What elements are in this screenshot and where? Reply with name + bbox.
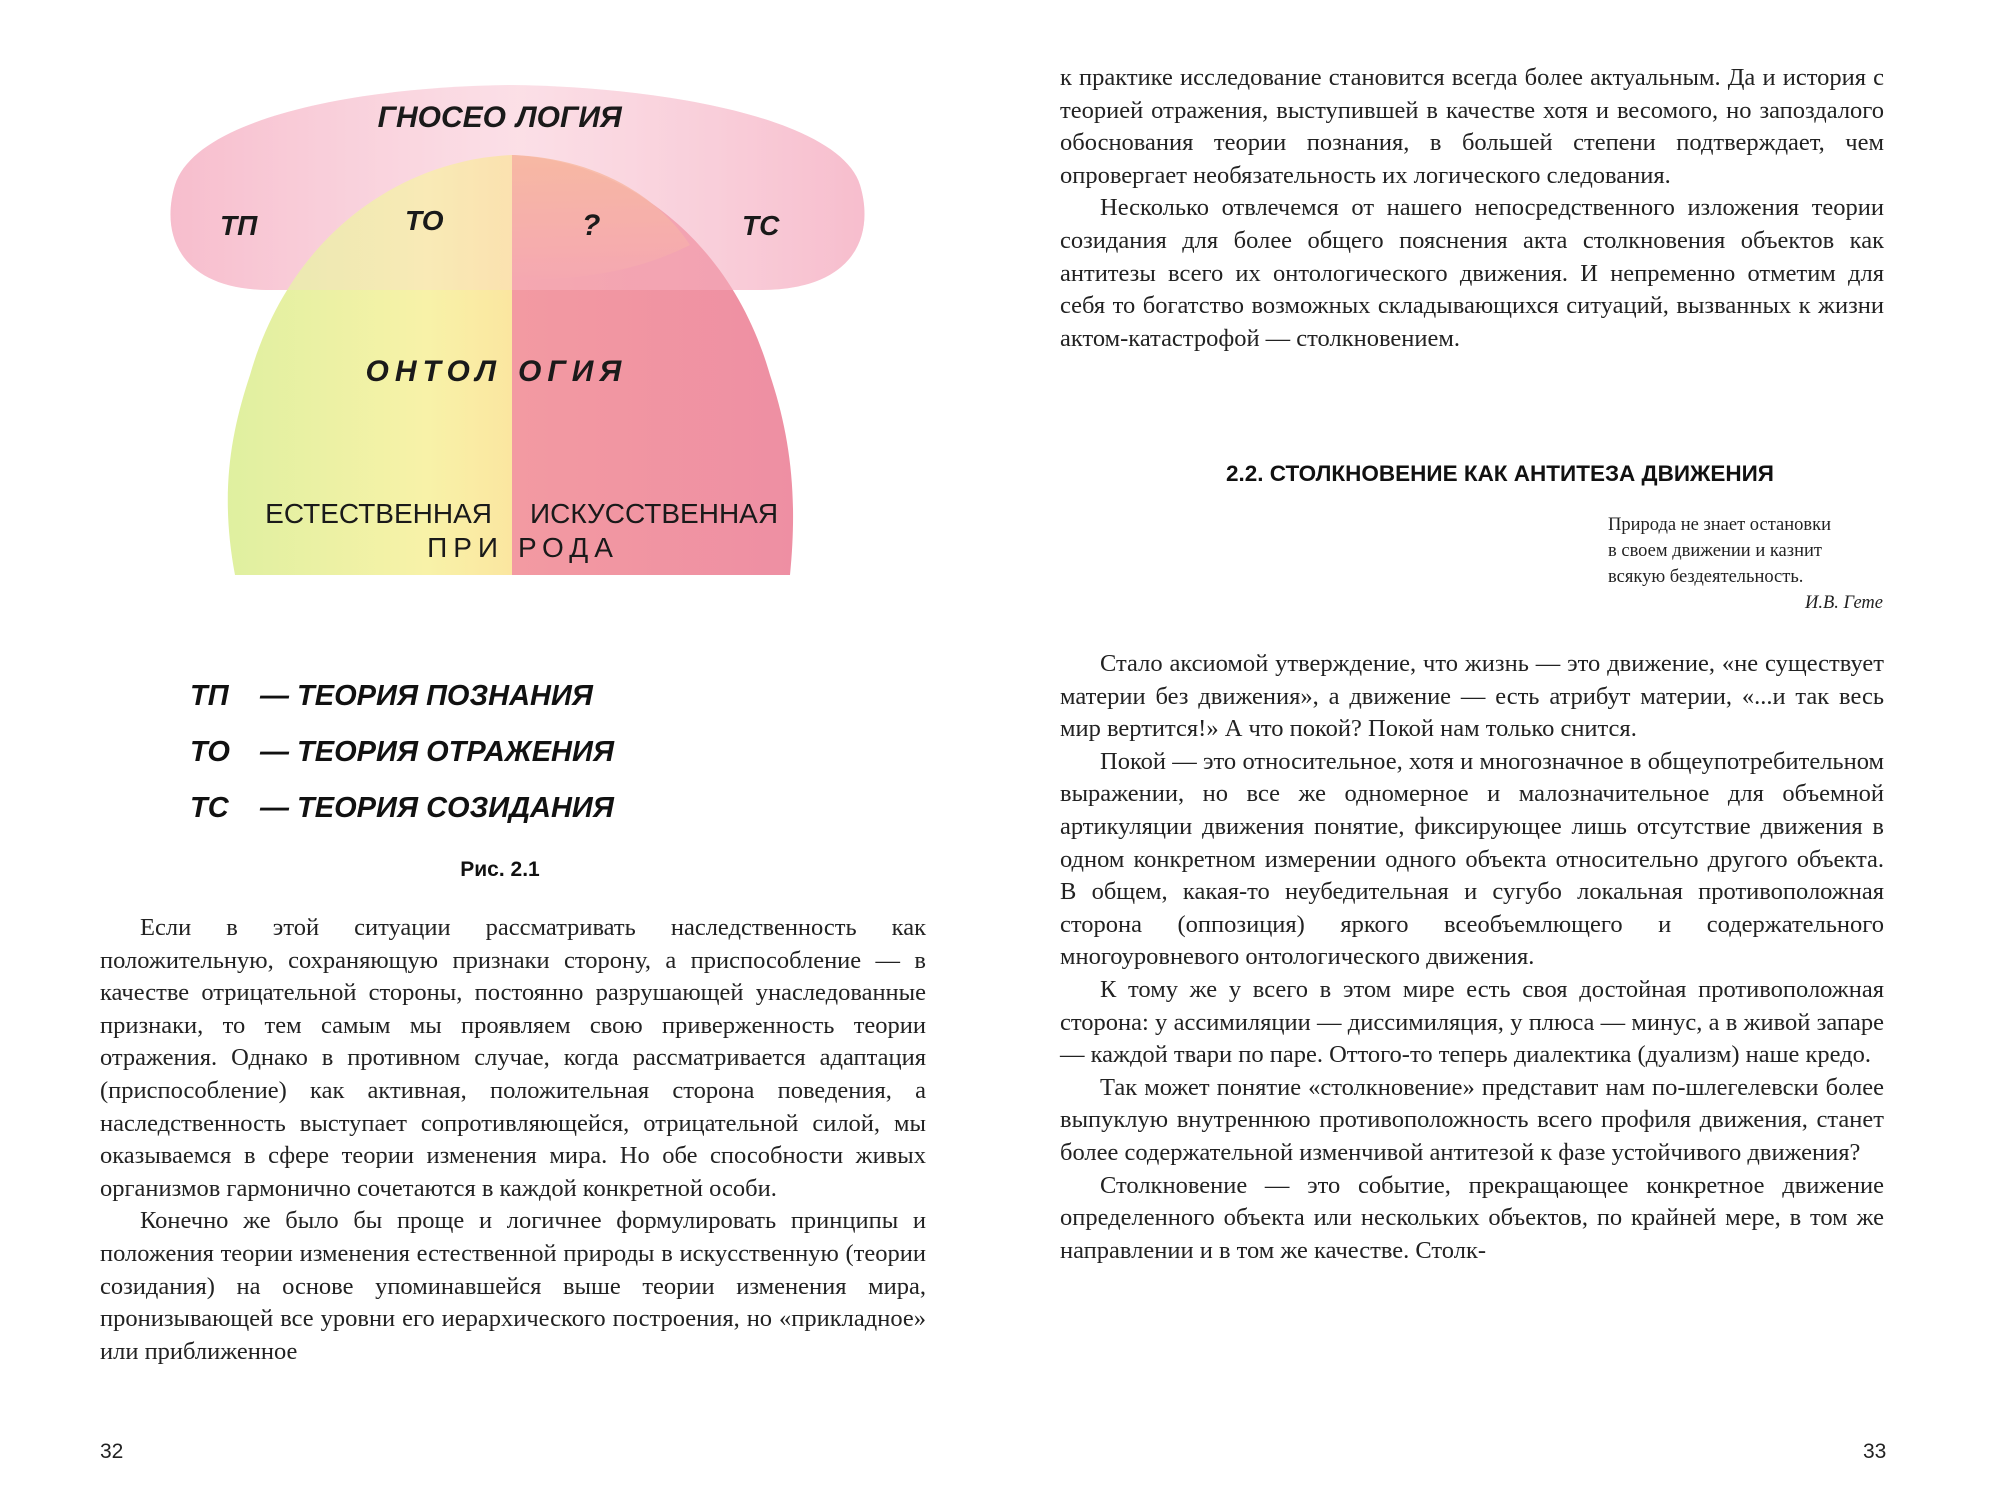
paragraph: Покой — это относительное, хотя и многозначное в общеупотребительном выражении, но все же одномерное и малозначительное для объемной артикуляции движения понятие, фиксирующее лишь отсутствие движения в одном конкретном измерении одного объекта относительно другого объекта. В общем, какая-то неубедительная и сугубо локальная противоположная сторона (оппозиция) яркого всеобъемлющего и содержательного многоуровневого онтологического движения. — [1060, 747, 1884, 971]
figure-diagram — [150, 75, 890, 595]
legend-abbr: ТП — [190, 680, 229, 712]
legend-abbr: ТО — [190, 736, 230, 768]
right-bottom-text — [1060, 648, 1884, 1267]
legend-text: — ТЕОРИЯ СОЗИДАНИЯ — [260, 792, 614, 824]
legend-abbr: ТС — [190, 792, 229, 824]
epigraph-author: И.В. Гете — [1804, 593, 1883, 613]
paragraph: Несколько отвлечемся от нашего непосредственного изложения теории созидания для более общего пояснения акта столкновения объектов как антитезы всего их онтологического движения. И непременно отметим для себя то богатство возможных складывающихся ситуаций, вызванных к жизни актом-катастрофой — столкновением. — [1060, 194, 1884, 352]
diagram-svg — [150, 75, 890, 595]
nature-label-right: РОДА — [518, 532, 619, 563]
gnoseology-label-left: ГНОСЕО — [377, 101, 506, 134]
to-label: ТО — [405, 205, 444, 236]
epigraph-line: Природа не знает остановки — [1608, 515, 1832, 535]
paragraph: к практике исследование становится всегда более актуальным. Да и история с теорией отражения, выступившей в качестве хотя и весомого, но запоздалого обоснования теории познания, в большей степени подтверждает, чем опровергает необязательность их логического следования. — [1060, 64, 1884, 189]
page-number-left: 32 — [100, 1440, 124, 1463]
page-number-right: 33 — [1863, 1440, 1887, 1463]
natural-label: ЕСТЕСТВЕННАЯ — [265, 498, 492, 529]
epigraph — [1608, 512, 1883, 616]
section-heading: 2.2. СТОЛКНОВЕНИЕ КАК АНТИТЕЗА ДВИЖЕНИЯ — [1226, 461, 1774, 486]
ontology-label-right: ОГИЯ — [518, 355, 628, 388]
paragraph: Конечно же было бы проще и логичнее формулировать принципы и положения теории изменения естественной природы в искусственную (теории созидания) на основе упоминавшейся выше теории изменения мира, пронизывающей все уровни его иерархического построения, но «прикладное» или приближенное — [100, 1207, 926, 1365]
paragraph: Столкновение — это событие, прекращающее конкретное движение определенного объекта или нескольких объектов, по крайней мере, в том же направлении и в том же качестве. Столк- — [1060, 1171, 1884, 1264]
right-top-text — [1060, 62, 1884, 355]
figure-caption: Рис. 2.1 — [460, 858, 540, 881]
legend-row-to — [190, 736, 614, 769]
legend-row-tp — [190, 680, 593, 713]
epigraph-line: в своем движении и казнит — [1608, 541, 1822, 561]
artificial-label: ИСКУССТВЕННАЯ — [530, 498, 779, 529]
ts-label: ТС — [742, 210, 780, 241]
legend-text: — ТЕОРИЯ ПОЗНАНИЯ — [260, 680, 593, 712]
nature-label-left: ПРИ — [427, 532, 504, 563]
right-page — [1000, 0, 2000, 1512]
tp-label: ТП — [220, 210, 258, 241]
legend-row-ts — [190, 792, 614, 825]
paragraph: Если в этой ситуации рассматривать наследственность как положительную, сохраняющую признаки сторону, а приспособление — в качестве отрицательной стороны, постоянно разрушающей унаследованные признаки, то тем самым мы проявляем свою приверженность теории отражения. Однако в противном случае, когда рассматривается адаптация (приспособление) как активная, положительная сторона поведения, а наследственность выступает сопротивляющейся, отрицательной силой, мы оказываемся в сфере теории изменения мира. Но обе способности живых организмов гармонично сочетаются в каждой конкретной особи. — [100, 914, 926, 1202]
paragraph: Стало аксиомой утверждение, что жизнь — это движение, «не существует материи без движения», а движение — есть атрибут материи, «...и так весь мир вертится!» А что покой? Покой нам только снится. — [1060, 650, 1884, 743]
epigraph-line: всякую бездеятельность. — [1608, 567, 1804, 587]
ontology-label-left: ОНТОЛ — [365, 355, 502, 388]
gnoseology-label-right: ЛОГИЯ — [516, 101, 622, 134]
question-label: ? — [582, 209, 601, 242]
legend-text: — ТЕОРИЯ ОТРАЖЕНИЯ — [260, 736, 614, 768]
paragraph: К тому же у всего в этом мире есть своя достойная противоположная сторона: у ассимиляции — диссимиляция, у плюса — минус, а в живой запаре — каждой твари по паре. Оттого-то теперь диалектика (дуализм) наше кредо. — [1060, 975, 1884, 1069]
paragraph: Так может понятие «столкновение» представит нам по-шлегелевски более выпуклую внутреннюю противоположность всего профиля движения, станет более содержательной изменчивой антитезой к фазе устойчивого движения? — [1060, 1073, 1884, 1166]
left-body-text — [100, 912, 926, 1368]
